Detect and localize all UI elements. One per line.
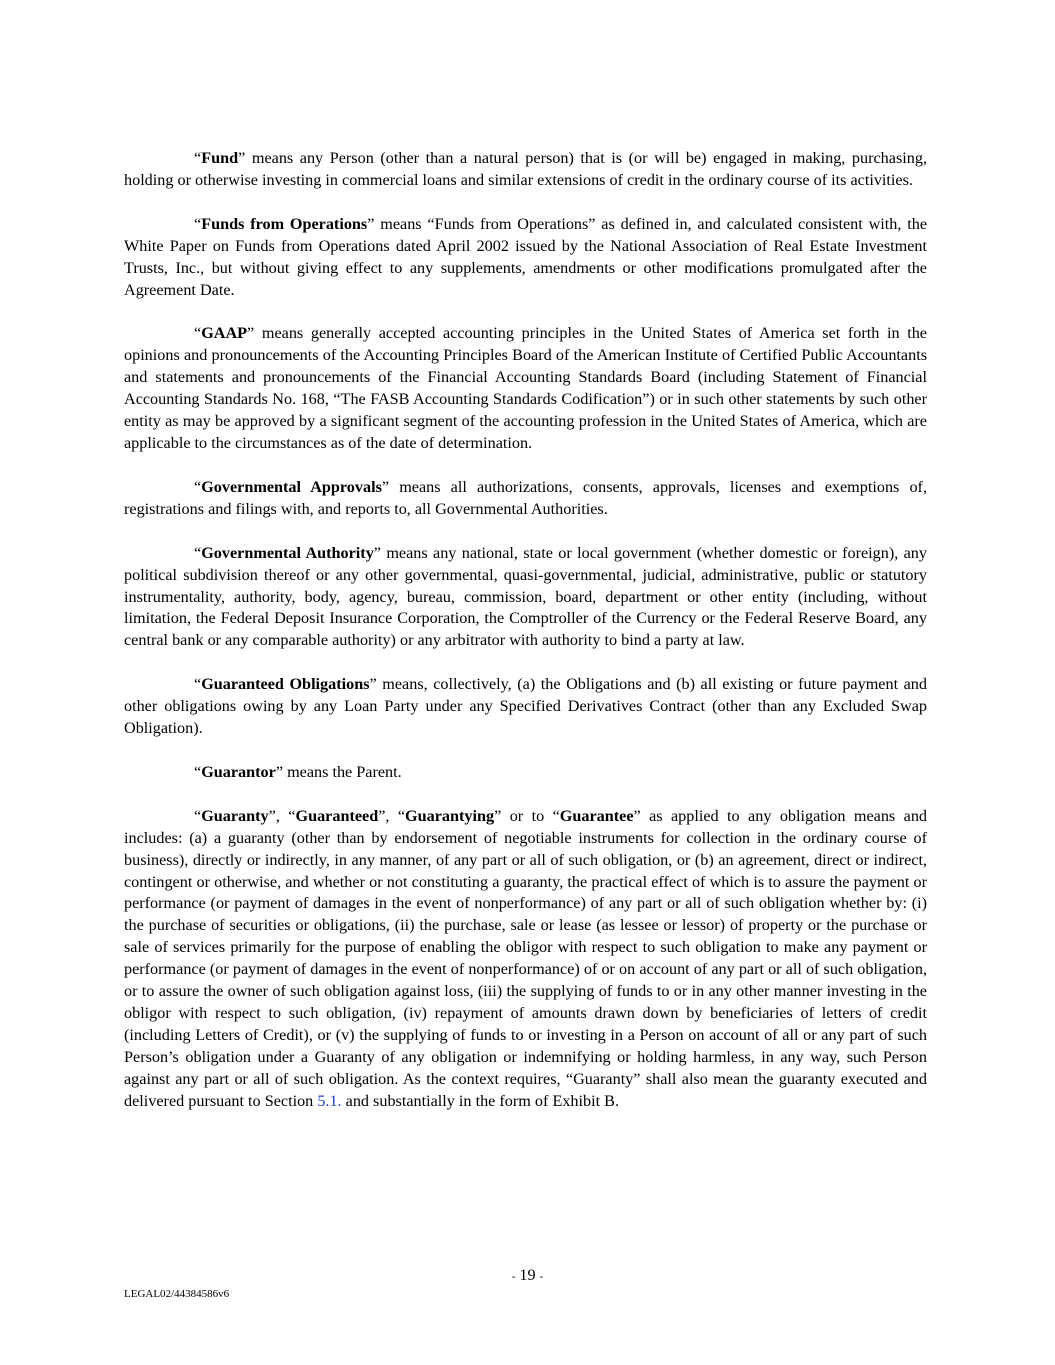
defined-term: Guaranteed Obligations [201,675,370,694]
page-number-dash: - [539,1270,544,1283]
definition-gaap: “GAAP” means generally accepted accounting principles in the United States of America set forth in the opinions and pronouncements of the Accounting Principles Board of the American Institute of Certified Public Accountants and statements and pronouncements of the Financial Accounting Standards Board (including Statement of Financial Accounting Standards No. 168, “The FASB Accounting Standards Codification”) or in such other statements by such other entity as may be approved by a significant segment of the accounting profession in the United States of America, which are applicable to the circumstances as of the date of determination. [124,324,927,452]
defined-term: Governmental Authority [201,543,374,562]
page-number-value: 19 [519,1266,536,1284]
definition-governmental-authority: “Governmental Authority” means any national, state or local government (whether domestic or foreign), any political subdivision thereof or any other governmental, quasi-governmental, judicial, administrative, public or statutory instrumentality, authority, body, agency, bureau, commission, board, department or other entity (including, without limitation, the Federal Deposit Insurance Corporation, the Comptroller of the Currency or the Federal Reserve Board, any central bank or any comparable authority) or any arbitrator with authority to bind a party at law. [124,543,927,650]
definition-fund: “Fund” means any Person (other than a natural person) that is (or will be) engaged in making, purchasing, holding or otherwise investing in commercial loans and similar extensions of credit in the ordinary course of its activities. [124,149,927,189]
defined-term: Funds from Operations [201,214,368,233]
defined-term: Guaranteed [295,806,379,825]
definition-guarantor: “Guarantor” means the Parent. [194,762,402,781]
defined-term: Guarantying [405,806,495,825]
page-number-dash: - [511,1270,516,1283]
term-separator: ”, “ [378,806,406,825]
page-number [0,1266,1055,1285]
definition-text-tail: and substantially in the form of Exhibit B. [341,1091,619,1110]
definition-text: means, collectively, (a) the Obligations and (b) all existing or future payment and other obligations owing by any Loan Party under any Specified Derivatives Contract (other than any Excluded Swap Obligation). [124,675,927,738]
defined-term: Guarantee [559,806,634,825]
term-separator: ” or to “ [494,806,560,825]
document-body [124,148,927,1135]
section-reference-link[interactable]: 5.1. [317,1091,342,1110]
defined-term: Fund [201,149,239,167]
document-id: LEGAL02/44384586v6 [124,1288,230,1300]
definition-funds-from-operations: “Funds from Operations” means “Funds from Operations” as defined in, and calculated consistent with, the White Paper on Funds from Operations dated April 2002 issued by the National Association of Real Estate Investment Trusts, Inc., but without giving effect to any supplements, amendments or other modifications promulgated after the Agreement Date. [124,214,928,299]
definition-text: means all authorizations, consents, approvals, licenses and exemptions of, registrations and filings with, and reports to, all Governmental Authorities. [124,477,927,518]
definition-guaranteed-obligations: “Guaranteed Obligations” means, collectively, (a) the Obligations and (b) all existing or future payment and other obligations owing by any Loan Party under any Specified Derivatives Contract (other than any Excluded Swap Obligation). [124,675,927,738]
defined-term: Governmental Approvals [201,477,382,496]
definition-guaranty: “Guaranty”, “Guaranteed”, “Guarantying” or to “Guarantee” as applied to any obligation means and includes: (a) a guaranty (other than by endorsement of negotiable instruments for collection in the ordinary course of business), directly or indirectly, in any manner, of any part or all of such obligation, or (b) an agreement, direct or indirect, contingent or otherwise, and whether or not constituting a guaranty, the practical effect of which is to assure the payment or performance (or payment of damages in the event of nonperformance) of any part or all of such obligation whether by: (i) the purchase of securities or obligations, (ii) the purchase, sale or lease (as lessee or lessor) of property or the purchase or sale of services primarily for the purpose of enabling the obligor with respect to such obligation to make any payment or performance (or payment of damages in the event of nonperformance) of or on account of any part or all of such obligation, or to assure the owner of such obligation against loss, (iii) the supplying of funds to or in any other manner investing in the obligor with respect to such obligation, (iv) repayment of amounts drawn down by beneficiaries of letters of credit (including Letters of Credit), or (v) the supplying of funds to or investing in a Person on account of all or any part of such Person’s obligation under a Guaranty of any obligation or indemnifying or holding harmless, in any way, such Person against any part or all of such obligation. As the context requires, “Guaranty” shall also mean the guaranty executed and delivered pursuant to Section 5.1. and substantially in the form of Exhibit B. [124,806,928,1110]
defined-term: GAAP [201,324,248,343]
definition-text: means any Person (other than a natural person) that is (or will be) engaged in making, purchasing, holding or otherwise investing in commercial loans and similar extensions of credit in the ordinary course of its activities. [124,149,927,189]
term-separator: ”, “ [268,806,296,825]
defined-term: Guaranty [201,806,269,825]
definition-text: as applied to any obligation means and includes: (a) a guaranty (other than by endorsement of negotiable instruments for collection in the ordinary course of business), directly or indirectly, in any manner, of any part or all of such obligation, or (b) an agreement, direct or indirect, contingent or otherwise, and whether or not constituting a guaranty, the practical effect of which is to assure the payment or performance (or payment of damages in the event of nonperformance) of any part or all of such obligation whether by: (i) the purchase of securities or obligations, (ii) the purchase, sale or lease (as lessee or lessor) of property or the purchase or sale of services primarily for the purpose of enabling the obligor with respect to such obligation to make any payment or performance (or payment of damages in the event of nonperformance) of or on account of any part or all of such obligation, or to assure the owner of such obligation against loss, (iii) the supplying of funds to or in any other manner investing in the obligor with respect to such obligation, (iv) repayment of amounts drawn down by beneficiaries of letters of credit (including Letters of Credit), or (v) the supplying of funds to or investing in a Person on account of all or any part of such Person’s obligation under a Guaranty of any obligation or indemnifying or holding harmless, in any way, such Person against any part or all of such obligation. As the context requires, “Guaranty” shall also mean the guaranty executed and delivered pursuant to Section [124,806,928,1110]
definition-governmental-approvals: “Governmental Approvals” means all authorizations, consents, approvals, licenses and exemptions of, registrations and filings with, and reports to, all Governmental Authorities. [124,477,927,518]
defined-term: Guarantor [201,762,276,781]
definition-text: means any national, state or local government (whether domestic or foreign), any political subdivision thereof or any other governmental, quasi-governmental, judicial, administrative, public or statutory instrumentality, authority, body, agency, bureau, commission, board, department or other entity (including, without limitation, the Federal Deposit Insurance Corporation, the Comptroller of the Currency or the Federal Reserve Board, any central bank or any comparable authority) or any arbitrator with authority to bind a party at law. [124,543,927,650]
definition-text: means the Parent. [283,762,402,781]
definition-text: means “Funds from Operations” as defined in, and calculated consistent with, the White Paper on Funds from Operations dated April 2002 issued by the National Association of Real Estate Investment Trusts, Inc., but without giving effect to any supplements, amendments or other modifications promulgated after the Agreement Date. [124,214,928,299]
definition-text: means generally accepted accounting principles in the United States of America set forth in the opinions and pronouncements of the Accounting Principles Board of the American Institute of Certified Public Accountants and statements and pronouncements of the Financial Accounting Standards Board (including Statement of Financial Accounting Standards No. 168, “The FASB Accounting Standards Codification”) or in such other statements by such other entity as may be approved by a significant segment of the accounting profession in the United States of America, which are applicable to the circumstances as of the date of determination. [124,324,927,452]
